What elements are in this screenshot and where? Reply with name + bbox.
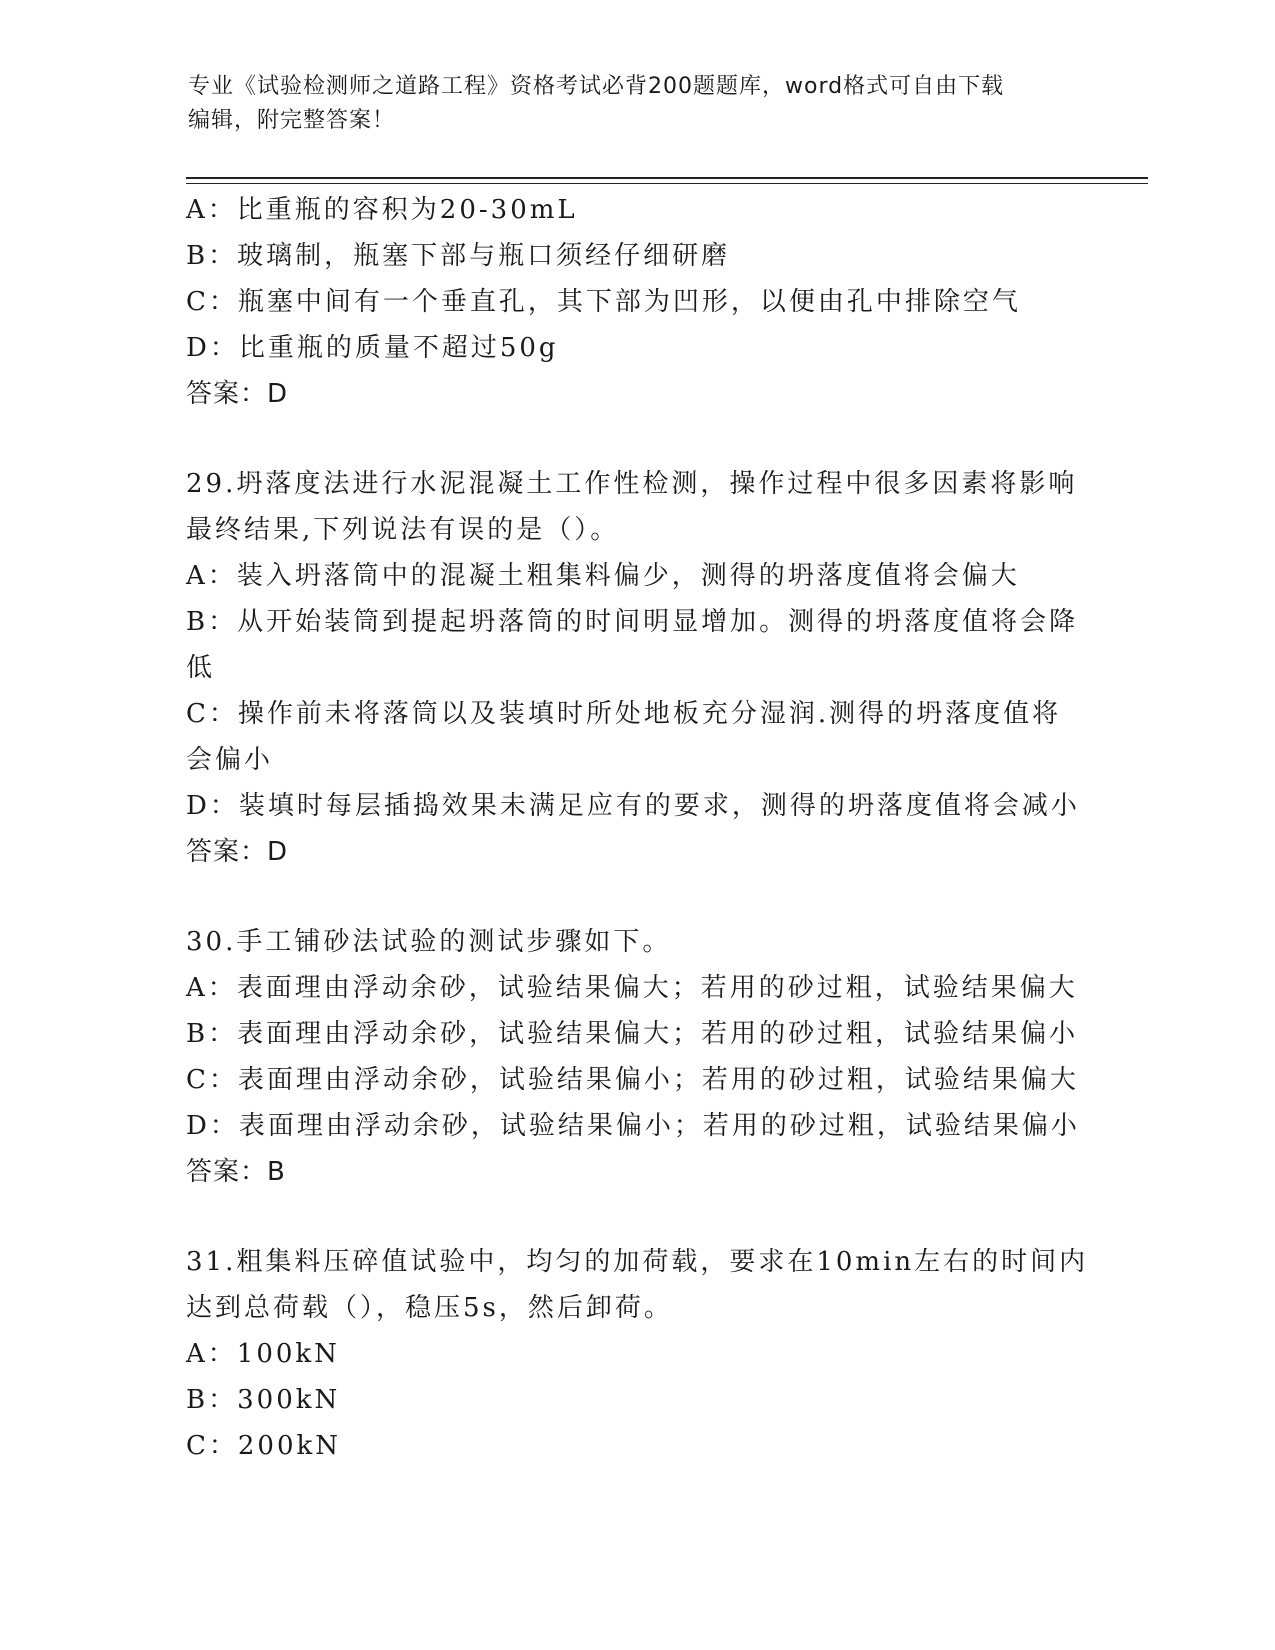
option-d: D：装填时每层插捣效果未满足应有的要求，测得的坍落度值将会减小 — [186, 791, 1080, 821]
option-b: B：玻璃制，瓶塞下部与瓶口须经仔细研磨 — [186, 241, 731, 271]
spacer — [186, 417, 1086, 461]
spacer — [186, 1195, 1086, 1239]
question-stem-line-1: 31.粗集料压碎值试验中，均匀的加荷载，要求在10min左右的时间内 — [186, 1247, 1089, 1277]
option-d: D：表面理由浮动余砂，试验结果偏小；若用的砂过粗，试验结果偏小 — [186, 1111, 1080, 1141]
document-header — [188, 70, 1088, 138]
option-b-line-2: 低 — [186, 653, 216, 683]
option-c-line-2: 会偏小 — [186, 745, 274, 775]
option-b: B：表面理由浮动余砂，试验结果偏大；若用的砂过粗，试验结果偏小 — [186, 1019, 1079, 1049]
answer: 答案：D — [186, 379, 289, 409]
header-line-2: 编辑，附完整答案！ — [188, 108, 396, 133]
question-stem: 30.手工铺砂法试验的测试步骤如下。 — [186, 927, 672, 957]
option-c: C：表面理由浮动余砂，试验结果偏小；若用的砂过粗，试验结果偏大 — [186, 1065, 1079, 1095]
spacer — [186, 875, 1086, 919]
header-rule-thick — [186, 177, 1148, 179]
option-b: B：300kN — [186, 1385, 341, 1415]
option-a: A：比重瓶的容积为20-30mL — [186, 195, 578, 225]
option-a: A：装入坍落筒中的混凝土粗集料偏少，测得的坍落度值将会偏大 — [186, 561, 1020, 591]
question-28 — [186, 187, 1086, 417]
option-b-line-1: B：从开始装筒到提起坍落筒的时间明显增加。测得的坍落度值将会降 — [186, 607, 1079, 637]
option-c-line-1: C：操作前未将落筒以及装填时所处地板充分湿润.测得的坍落度值将 — [186, 699, 1062, 729]
answer: 答案：D — [186, 837, 289, 867]
question-stem-line-2: 最终结果,下列说法有误的是（）。 — [186, 515, 620, 545]
option-a: A：100kN — [186, 1339, 340, 1369]
option-c: C：瓶塞中间有一个垂直孔，其下部为凹形，以便由孔中排除空气 — [186, 287, 1021, 317]
question-stem-line-1: 29.坍落度法进行水泥混凝土工作性检测，操作过程中很多因素将影响 — [186, 469, 1078, 499]
header-rule-thin — [186, 183, 1148, 184]
option-d: D：比重瓶的质量不超过50g — [186, 333, 559, 363]
question-stem-line-2: 达到总荷载（），稳压5s，然后卸荷。 — [186, 1293, 673, 1323]
question-30 — [186, 919, 1086, 1195]
option-c: C：200kN — [186, 1431, 342, 1461]
question-29 — [186, 461, 1086, 875]
option-a: A：表面理由浮动余砂，试验结果偏大；若用的砂过粗，试验结果偏大 — [186, 973, 1078, 1003]
question-31 — [186, 1239, 1089, 1469]
answer: 答案：B — [186, 1157, 286, 1187]
header-line-1: 专业《试验检测师之道路工程》资格考试必背200题题库，word格式可自由下载 — [188, 74, 1005, 99]
question-list — [186, 187, 1089, 1469]
